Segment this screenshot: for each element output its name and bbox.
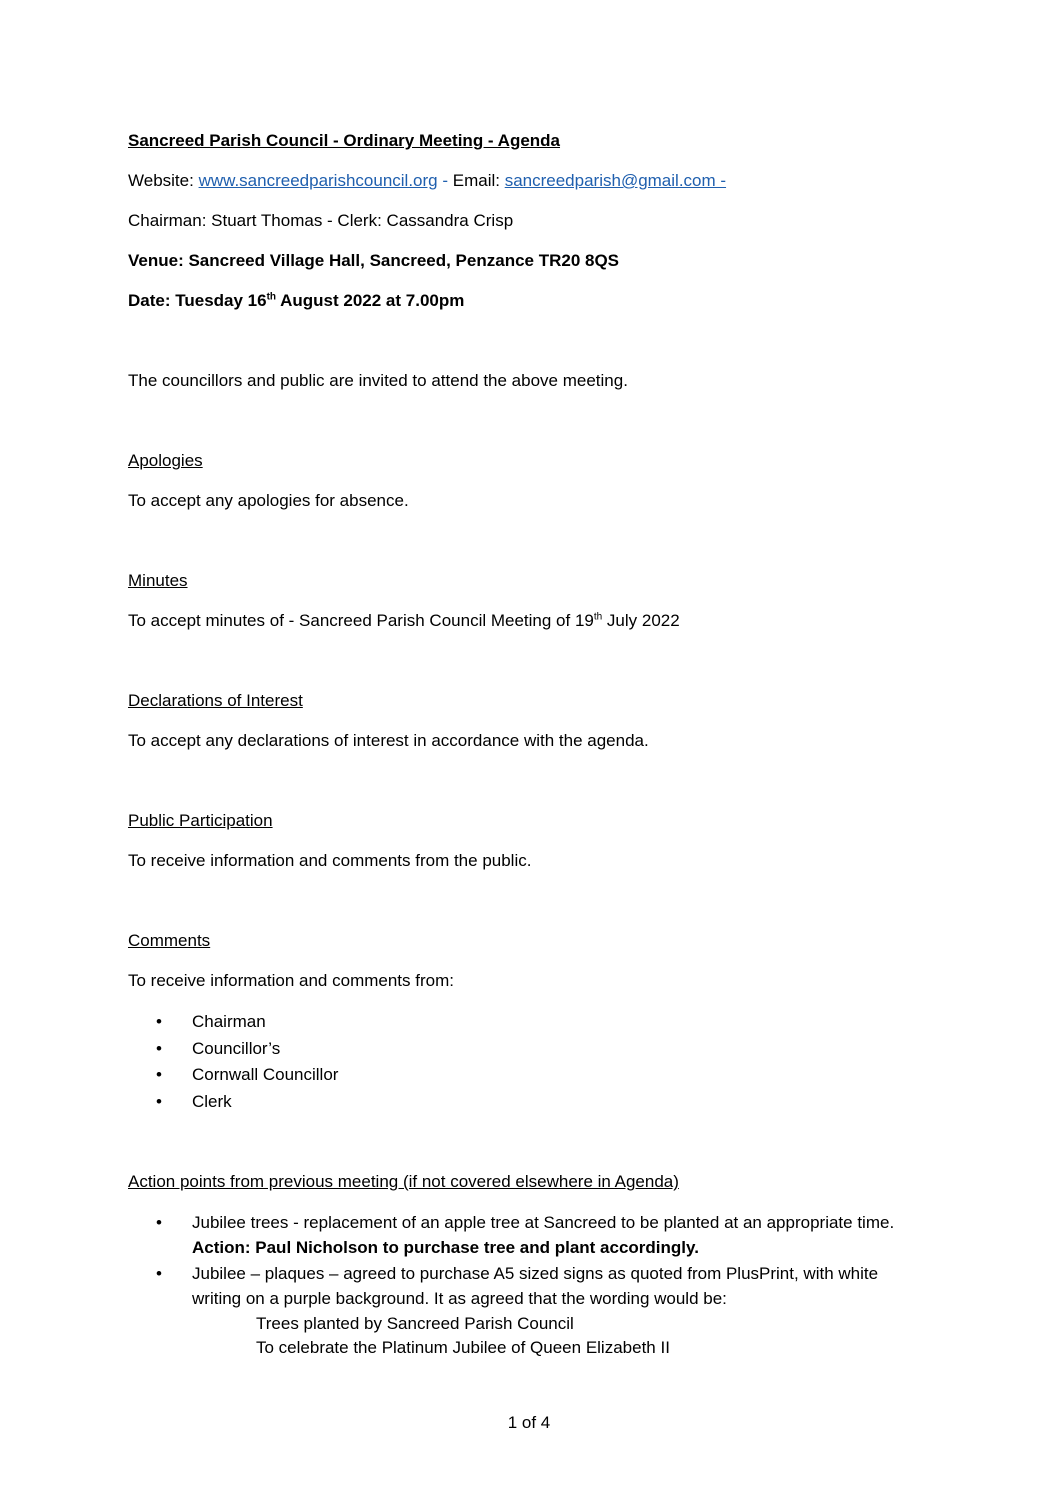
plaque-wording-line-1: Trees planted by Sancreed Parish Council xyxy=(256,1314,574,1333)
page-title: Sancreed Parish Council - Ordinary Meeting - Agenda xyxy=(128,131,561,150)
minutes-text-prefix: To accept minutes of - Sancreed Parish Council Meeting of 19 xyxy=(128,611,594,630)
bullet-icon: • xyxy=(156,1065,162,1084)
email-label: Email: xyxy=(452,171,505,190)
apologies-text: To accept any apologies for absence. xyxy=(128,491,409,510)
list-item: Councillor’s xyxy=(192,1039,281,1058)
bullet-icon: • xyxy=(156,1264,162,1283)
comments-heading: Comments xyxy=(128,931,211,950)
action-item-1-line-2: Action: Paul Nicholson to purchase tree and plant accordingly. xyxy=(192,1238,699,1257)
plaque-wording-line-2: To celebrate the Platinum Jubilee of Queen Elizabeth II xyxy=(256,1338,670,1357)
page-number: 1 of 4 xyxy=(507,1413,551,1432)
venue-line: Venue: Sancreed Village Hall, Sancreed, Penzance TR20 8QS xyxy=(128,251,620,270)
declarations-text: To accept any declarations of interest in accordance with the agenda. xyxy=(128,731,649,750)
action-item-1-line-1: Jubilee trees - replacement of an apple tree at Sancreed to be planted at an appropriate time. xyxy=(192,1213,895,1232)
apologies-heading: Apologies xyxy=(128,451,203,470)
date-superscript: th xyxy=(266,291,277,303)
email-link[interactable]: sancreedparish@gmail.com - xyxy=(504,171,727,190)
minutes-text xyxy=(128,611,680,631)
date-suffix: August 2022 at 7.00pm xyxy=(276,291,465,310)
declarations-heading: Declarations of Interest xyxy=(128,691,303,710)
public-participation-text: To receive information and comments from the public. xyxy=(128,851,532,870)
bullet-icon: • xyxy=(156,1012,162,1031)
action-points-heading: Action points from previous meeting (if not covered elsewhere in Agenda) xyxy=(128,1172,679,1191)
action-item-2-line-1: Jubilee – plaques – agreed to purchase A5 sized signs as quoted from PlusPrint, with white xyxy=(192,1264,879,1283)
website-label: Website: xyxy=(128,171,199,190)
contact-line xyxy=(128,171,726,191)
comments-text: To receive information and comments from: xyxy=(128,971,454,990)
list-item: Chairman xyxy=(192,1012,266,1031)
list-item: Cornwall Councillor xyxy=(192,1065,339,1084)
minutes-heading: Minutes xyxy=(128,571,188,590)
bullet-icon: • xyxy=(156,1213,162,1232)
website-link[interactable]: www.sancreedparishcouncil.org xyxy=(198,171,438,190)
minutes-text-suffix: July 2022 xyxy=(602,611,680,630)
date-line xyxy=(128,291,464,311)
officers-line: Chairman: Stuart Thomas - Clerk: Cassandra Crisp xyxy=(128,211,514,230)
action-item-2-line-2: writing on a purple background. It as agreed that the wording would be: xyxy=(192,1289,727,1308)
bullet-icon: • xyxy=(156,1039,162,1058)
list-item: Clerk xyxy=(192,1092,232,1111)
public-participation-heading: Public Participation xyxy=(128,811,273,830)
intro-text: The councillors and public are invited to attend the above meeting. xyxy=(128,371,628,390)
date-prefix: Date: Tuesday 16 xyxy=(128,291,267,310)
contact-separator: - xyxy=(437,171,453,190)
minutes-superscript: th xyxy=(593,611,603,623)
bullet-icon: • xyxy=(156,1092,162,1111)
